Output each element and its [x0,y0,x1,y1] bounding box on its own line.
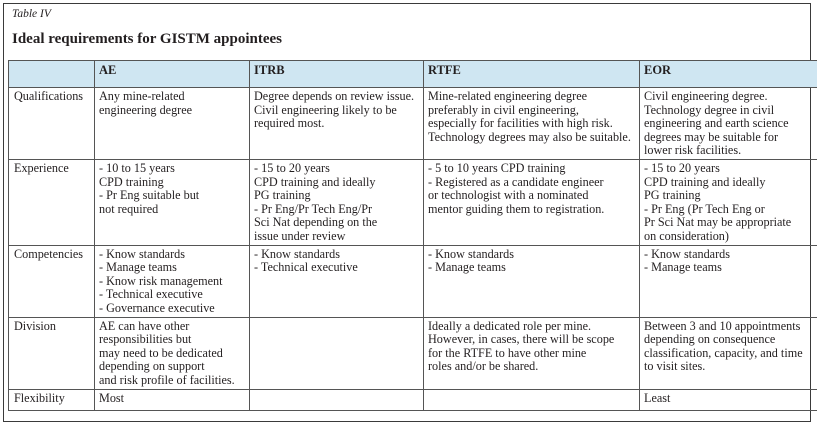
cell-rtfe [424,88,640,160]
table-row [9,159,817,245]
cell-line: preferably in civil engineering, [428,102,579,117]
cell-ae [95,159,250,245]
cell-line: depending on consequence [644,332,776,347]
cell-line: may need to be dedicated [99,345,223,360]
table-row [9,317,817,389]
cell-line: Ideally a dedicated role per mine. [428,318,592,333]
cell-line: depending on support [99,359,205,374]
cell-rtfe [424,317,640,389]
cell-line: issue under review [254,228,346,243]
table-row [9,245,817,317]
cell-line: - Technical executive [99,287,203,302]
cell-eor [640,88,817,160]
cell-line: AE can have other [99,318,190,333]
cell-line: Least [644,390,671,405]
cell-line: Technology degrees may also be suitable. [428,129,631,144]
cell-line: roles and/or be shared. [428,359,539,374]
cell-line: - Know standards [99,246,185,261]
cell-line: required most. [254,116,325,131]
cell-eor [640,317,817,389]
cell-line: PG training [644,188,701,203]
header-cell-eor: EOR [640,61,817,88]
header-cell-itrb: ITRB [250,61,424,88]
cell-line: - Know standards [428,246,514,261]
cell-line: mentor guiding them to registration. [428,201,605,216]
cell-line: degrees may be suitable for [644,129,779,144]
cell-rtfe [424,159,640,245]
cell-line: - Manage teams [644,260,722,275]
row-label: Competencies [9,245,95,317]
cell-line: for the RTFE to have other mine [428,345,587,360]
row-label: Experience [9,159,95,245]
table-row [9,88,817,160]
cell-line: Civil engineering degree. [644,89,768,103]
cell-line: especially for facilities with high risk. [428,116,613,131]
cell-line: - Manage teams [428,260,506,275]
cell-line: - Know standards [644,246,730,261]
cell-line: CPD training and ideally [254,174,376,189]
table-body [9,88,817,411]
cell-line: Sci Nat depending on the [254,215,378,230]
header-row [9,61,817,88]
cell-eor [640,159,817,245]
cell-line: Technology degree in civil [644,102,775,117]
table-title: Ideal requirements for GISTM appointees [12,31,283,47]
cell-line: - Pr Eng (Pr Tech Eng or [644,201,765,216]
cell-ae [95,88,250,160]
cell-ae [95,245,250,317]
cell-line: PG training [254,188,311,203]
cell-line: CPD training [99,174,164,189]
cell-line: However, in cases, there will be scope [428,332,615,347]
cell-line: to visit sites. [644,359,706,374]
cell-line: - Pr Eng/Pr Tech Eng/Pr [254,201,373,216]
cell-line: Mine-related engineering degree [428,89,588,103]
cell-line: responsibilities but [99,332,192,347]
cell-rtfe [424,389,640,410]
cell-line: - Technical executive [254,260,358,275]
cell-line: Most [99,390,125,405]
cell-line: - 5 to 10 years CPD training [428,160,566,175]
cell-itrb [250,159,424,245]
cell-line: - Pr Eng suitable but [99,188,200,203]
header-cell-empty [9,61,95,88]
cell-eor [640,245,817,317]
cell-line: - 15 to 20 years [644,160,720,175]
cell-line: - Know risk management [99,273,223,288]
cell-line: engineering degree [99,102,193,117]
cell-ae [95,317,250,389]
row-label: Qualifications [9,88,95,160]
cell-itrb [250,389,424,410]
header-cell-ae: AE [95,61,250,88]
table-number-label: Table IV [12,8,51,20]
cell-line: Degree depends on review issue. [254,89,415,103]
cell-line: engineering and earth science [644,116,789,131]
cell-line: - Governance executive [99,300,215,315]
cell-line: - 15 to 20 years [254,160,330,175]
cell-line: Civil engineering likely to be [254,102,397,117]
cell-rtfe [424,245,640,317]
cell-line: Pr Sci Nat may be appropriate [644,215,792,230]
cell-line: or technologist with a nominated [428,188,589,203]
row-label: Division [9,317,95,389]
cell-line: Between 3 and 10 appointments [644,318,801,333]
cell-line: - Registered as a candidate engineer [428,174,604,189]
header-cell-rtfe: RTFE [424,61,640,88]
cell-line: on consideration) [644,228,729,243]
requirements-table [8,60,817,411]
cell-line: - Know standards [254,246,340,261]
cell-line: Any mine-related [99,89,185,103]
cell-itrb [250,317,424,389]
cell-ae [95,389,250,410]
cell-eor [640,389,817,410]
cell-itrb [250,88,424,160]
cell-line: and risk profile of facilities. [99,372,235,387]
cell-line: lower risk facilities. [644,143,742,158]
cell-line: - 10 to 15 years [99,160,175,175]
row-label: Flexibility [9,389,95,410]
cell-line: classification, capacity, and time [644,345,803,360]
cell-line: - Manage teams [99,260,177,275]
cell-line: CPD training and ideally [644,174,766,189]
cell-line: not required [99,201,159,216]
table-row [9,389,817,410]
cell-itrb [250,245,424,317]
